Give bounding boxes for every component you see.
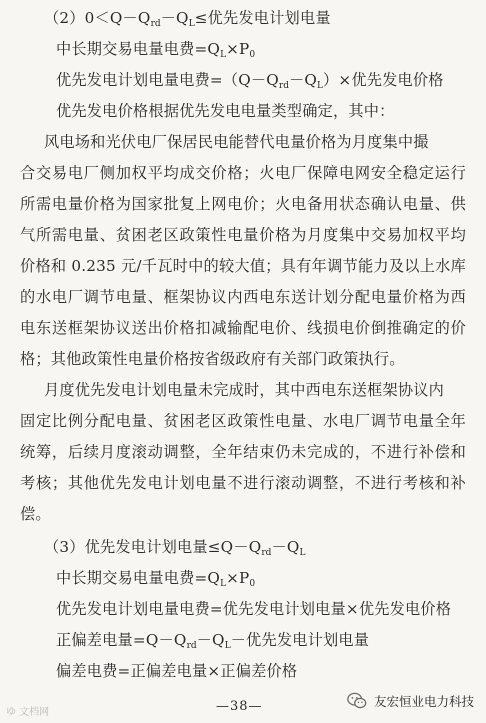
heading-case-3: （3）优先发电计划电量$\le Q-Q_{rd}-Q_L$: [44, 538, 306, 558]
formula-deviation-fee: 偏差电费=正偏差电量×正偏差价格: [56, 662, 298, 680]
page-number: —38—: [216, 699, 263, 714]
wechat-icon: [346, 690, 368, 712]
paragraph-line: 价格和 0.235 元/千瓦时中的较大值；具有年调节能力及以上水库: [20, 257, 466, 275]
paragraph-line: 电东送框架协议送出价格扣减输配电价、线损电价倒推确定的价: [20, 319, 466, 337]
paragraph-line: 的水电厂调节电量、框架协议内西电东送计划分配电量价格为西: [20, 288, 466, 306]
paragraph-line: 偿。: [20, 505, 51, 523]
paragraph-line: 风电场和光伏电厂保居民电能替代电量价格为月度集中撮: [44, 133, 429, 151]
paragraph-line: 合交易电厂侧加权平均成交价格；火电厂保障电网安全稳定运行: [20, 164, 466, 182]
paragraph-line: 格；其他政策性电量价格按省级政府有关部门政策执行。: [20, 350, 405, 368]
paragraph-line: 固定比例分配电量、贫困老区政策性电量、水电厂调节电量全年: [20, 412, 466, 430]
formula-mid-long-term-fee-2: 中长期交易电量电费$=Q_L\times P_0$: [56, 569, 256, 589]
paragraph-line: 统筹，后续月度滚动调整，全年结束仍未完成的，不进行补偿和: [20, 443, 466, 461]
formula-positive-deviation: 正偏差电量$=Q-Q_{rd}-Q_L-$优先发电计划电量: [56, 631, 370, 651]
paragraph-line: 气所需电量、贫困老区政策性电量价格为月度集中交易加权平均: [20, 226, 466, 244]
formula-mid-long-term-fee: 中长期交易电量电费$=Q_L\times P_0$: [56, 40, 256, 60]
heading-case-2: $(2)0<Q-Q_{rd}-Q_L\le$优先发电计划电量: [44, 9, 331, 29]
paragraph-line: 考核；其他优先发电计划电量不进行滚动调整，不进行考核和补: [20, 474, 466, 492]
formula-priority-fee: 优先发电计划电量电费$=(Q-Q_{rd}-Q_L)\times$优先发电价格: [56, 71, 444, 91]
formula-priority-fee-2: 优先发电计划电量电费=优先发电计划电量×优先发电价格: [56, 600, 452, 618]
brand-name: 友宏恒业电力科技: [374, 694, 475, 709]
paragraph-line: 月度优先发电计划电量未完成时，其中西电东送框架协议内: [44, 381, 445, 399]
watermark-text: ゆ 文档网: [6, 707, 50, 718]
brand-badge[interactable]: [346, 690, 474, 712]
paragraph-line: 优先发电价格根据优先发电电量类型确定，其中：: [56, 102, 395, 120]
paragraph-line: 所需电量价格为国家批复上网电价；火电备用状态确认电量、供: [20, 195, 466, 213]
